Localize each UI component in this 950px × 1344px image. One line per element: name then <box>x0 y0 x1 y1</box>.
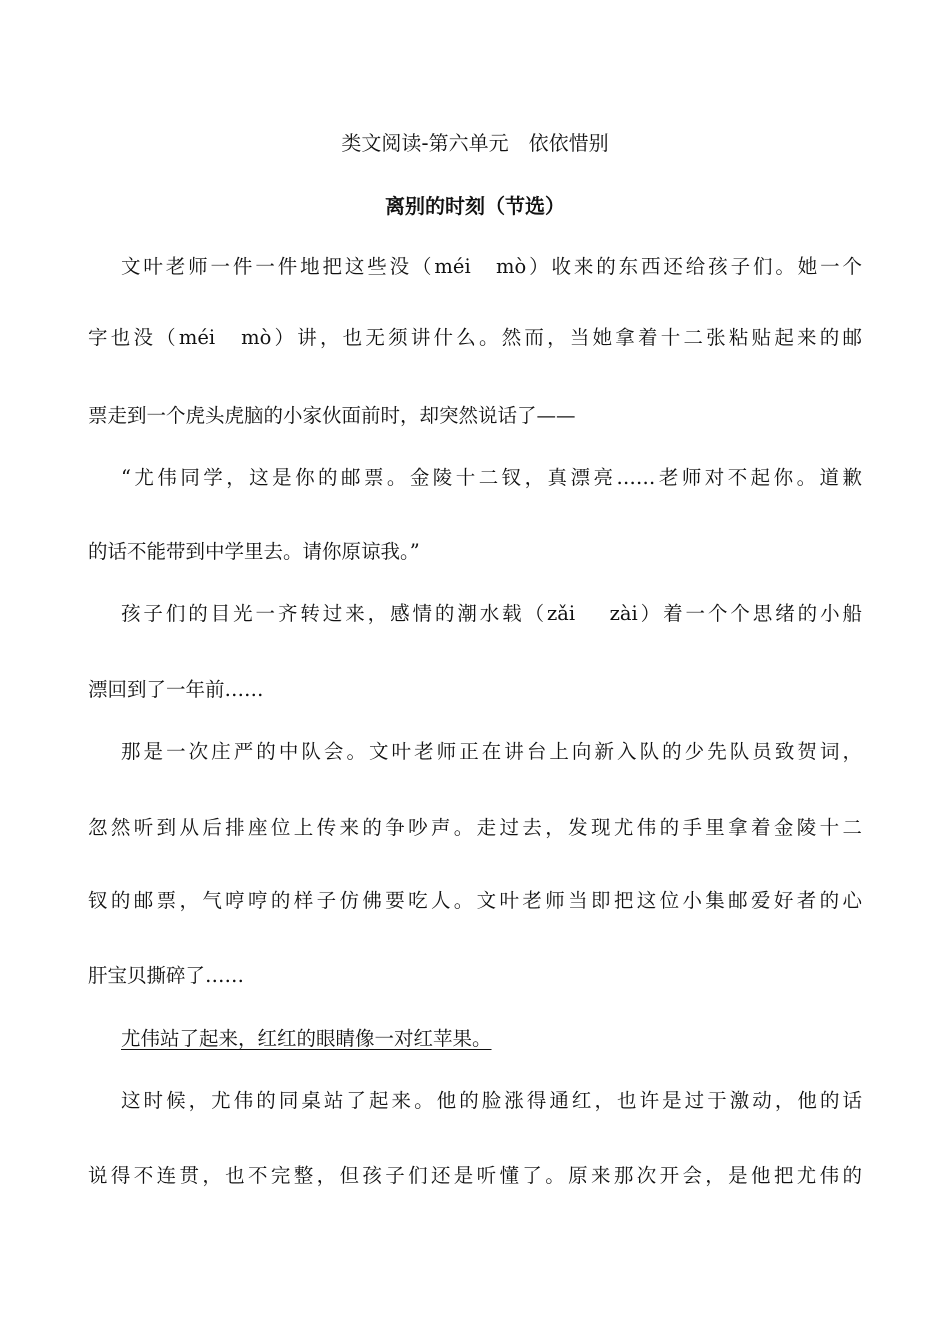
document-title: 类文阅读-第六单元 依依惜别 <box>341 131 609 155</box>
underlined-sentence: 尤伟站了起来，红红的眼睛像一对红苹果。 <box>121 1027 492 1050</box>
text-line: 肝宝贝撕碎了…… <box>88 964 245 987</box>
text-line: 漂回到了一年前…… <box>88 678 264 701</box>
text-line: “尤伟同学，这是你的邮票。金陵十二钗，真漂亮……老师对不起你。道歉 <box>121 466 862 489</box>
text-line: 孩子们的目光一齐转过来，感情的潮水载（zǎi zài）着一个个思绪的小船 <box>121 602 862 625</box>
text-line: 说得不连贯，也不完整，但孩子们还是听懂了。原来那次开会，是他把尤伟的 <box>88 1164 862 1187</box>
text-line: 钗的邮票，气哼哼的样子仿佛要吃人。文叶老师当即把这位小集邮爱好者的心 <box>88 889 862 912</box>
text-line: 票走到一个虎头虎脑的小家伙面前时，却突然说话了—— <box>88 404 576 427</box>
text-line: 文叶老师一件一件地把这些没（méi mò）收来的东西还给孩子们。她一个 <box>121 255 862 278</box>
text-line: 那是一次庄严的中队会。文叶老师正在讲台上向新入队的少先队员致贺词， <box>121 740 862 763</box>
text-line: 字也没（méi mò）讲，也无须讲什么。然而，当她拿着十二张粘贴起来的邮 <box>88 326 862 349</box>
text-line: 这时候，尤伟的同桌站了起来。他的脸涨得通红，也许是过于激动，他的话 <box>121 1089 862 1112</box>
passage-title: 离别的时刻（节选） <box>385 194 565 218</box>
text-line: 的话不能带到中学里去。请你原谅我。” <box>88 540 420 563</box>
text-line: 忽然听到从后排座位上传来的争吵声。走过去，发现尤伟的手里拿着金陵十二 <box>88 816 862 839</box>
